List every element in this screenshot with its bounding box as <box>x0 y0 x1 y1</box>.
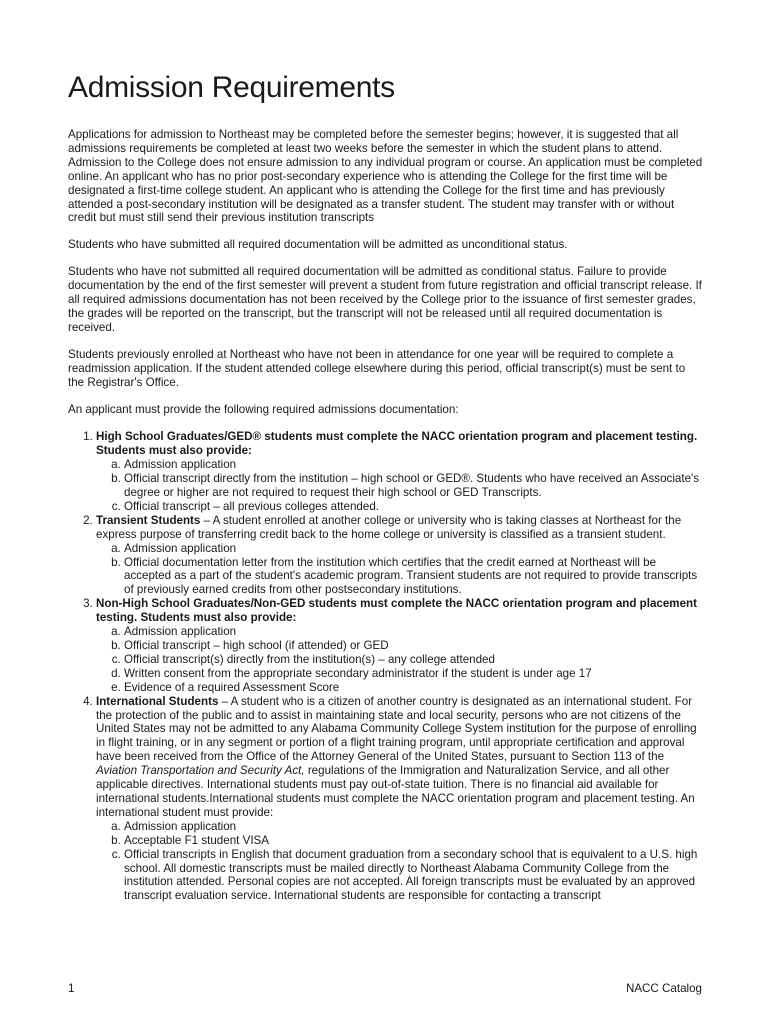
conditional-paragraph: Students who have not submitted all required documentation will be admitted as conditional status. Failure to provide documentation by the end of the first semester will prevent a student from future registration and official transcript release. If all required admissions documentation has not been received by the College prior to the issuance of first semester grades, the grades will be reported on the transcript, but the transcript will not be released until all required documentation is received. <box>68 265 702 334</box>
sub-list <box>96 542 704 598</box>
sub-list <box>96 820 704 903</box>
intro-paragraph: Applications for admission to Northeast may be completed before the semester begins; however, it is suggested that all admissions requirements be completed at least two weeks before the semester in which the student plans to attend. Admission to the College does not ensure admission to any individual program or course. An application must be completed online. An applicant who has no prior post-secondary experience who is attending the College for the first time will be designated a first-time college student. An applicant who is attending the College for the first time and has previously attended a post-secondary institution will be designated as a transfer student. The student may transfer with or without credit but must still send their previous institution transcripts <box>68 128 703 225</box>
list-item <box>96 597 704 694</box>
list-item <box>96 514 704 597</box>
requirements-list <box>68 430 704 903</box>
list-item-italic-text: Aviation Transportation and Security Act, <box>96 764 305 778</box>
sub-list-item: b. Official transcript – high school (if attended) or GED <box>124 639 704 653</box>
catalog-name: NACC Catalog <box>625 982 702 995</box>
sub-list-item: c. Official transcript – all previous colleges attended. <box>124 500 704 514</box>
list-item-heading: High School Graduates/GED® students must complete the NACC orientation program and placement testing. Students must also provide: <box>96 430 698 458</box>
sub-list-item: c. Official transcripts in English that document graduation from a secondary school that is equivalent to a U.S. high school. All domestic transcripts must be mailed directly to Northeast Alabama Community College from the institution attended. Personal copies are not accepted. All foreign transcripts must be evaluated by an approved transcript evaluation service. International students are responsible for contacting a transcript <box>124 848 704 904</box>
sub-list-item: a. Admission application <box>124 458 704 472</box>
sub-list-item: b. Official documentation letter from the institution which certifies that the credit earned at Northeast will be accepted as a part of the student's academic program. Transient students are not required to provide transcripts of previously earned credits from other postsecondary institutions. <box>124 556 704 598</box>
unconditional-paragraph: Students who have submitted all required documentation will be admitted as unconditional status. <box>68 238 568 252</box>
list-item <box>96 695 704 904</box>
documentation-intro: An applicant must provide the following required admissions documentation: <box>68 402 459 416</box>
sub-list-item: b. Official transcript directly from the institution – high school or GED®. Students who have received an Associate's degree or higher are not required to request their high school or GED Transcripts. <box>124 472 704 500</box>
sub-list-item: c. Official transcript(s) directly from the institution(s) – any college attended <box>124 653 704 667</box>
list-item-text: – A student who is a citizen of another country is designated as an international student. For the protection of the public and to assist in maintaining state and local security, persons who are not citizens of the United States may not be admitted to any Alabama Community College System institution for the purpose of enrolling in flight training, or in any segment or portion of a flight training program, until appropriate certification and approval have been received from the Office of the Attorney General of the United States, pursuant to Section 113 of the <box>96 694 697 764</box>
sub-list-item: a. Admission application <box>124 820 704 834</box>
page-number: 1 <box>68 982 75 995</box>
readmission-paragraph: Students previously enrolled at Northeast who have not been in attendance for one year will be required to complete a readmission application. If the student attended college elsewhere during this period, official transcript(s) must be sent to the Registrar's Office. <box>68 347 686 389</box>
sub-list <box>96 458 704 514</box>
list-item <box>96 430 704 513</box>
document-page <box>68 70 704 903</box>
sub-list <box>96 625 704 695</box>
list-item-text: regulations of the Immigration and Naturalization Service, and all other applicable directives. International students must pay out-of-state tuition. There is no financial aid available for international students.International students must complete the NACC orientation program and placement testing. An international student must provide: <box>96 764 695 819</box>
sub-list-item: b. Acceptable F1 student VISA <box>124 834 704 848</box>
list-item-heading: International Students <box>96 694 219 708</box>
list-item-text: – A student enrolled at another college or university who is taking classes at Northeast for the express purpose of transferring credit back to the home college or university is classified as a transient student. <box>96 513 682 541</box>
sub-list-item: e. Evidence of a required Assessment Score <box>124 681 704 695</box>
sub-list-item: d. Written consent from the appropriate secondary administrator if the student is under age 17 <box>124 667 704 681</box>
sub-list-item: a. Admission application <box>124 625 704 639</box>
list-item-heading: Non-High School Graduates/Non-GED students must complete the NACC orientation program and placement testing. Students must also provide: <box>96 597 697 625</box>
page-title: Admission Requirements <box>68 71 395 104</box>
list-item-heading: Transient Students <box>96 513 201 527</box>
sub-list-item: a. Admission application <box>124 542 704 556</box>
